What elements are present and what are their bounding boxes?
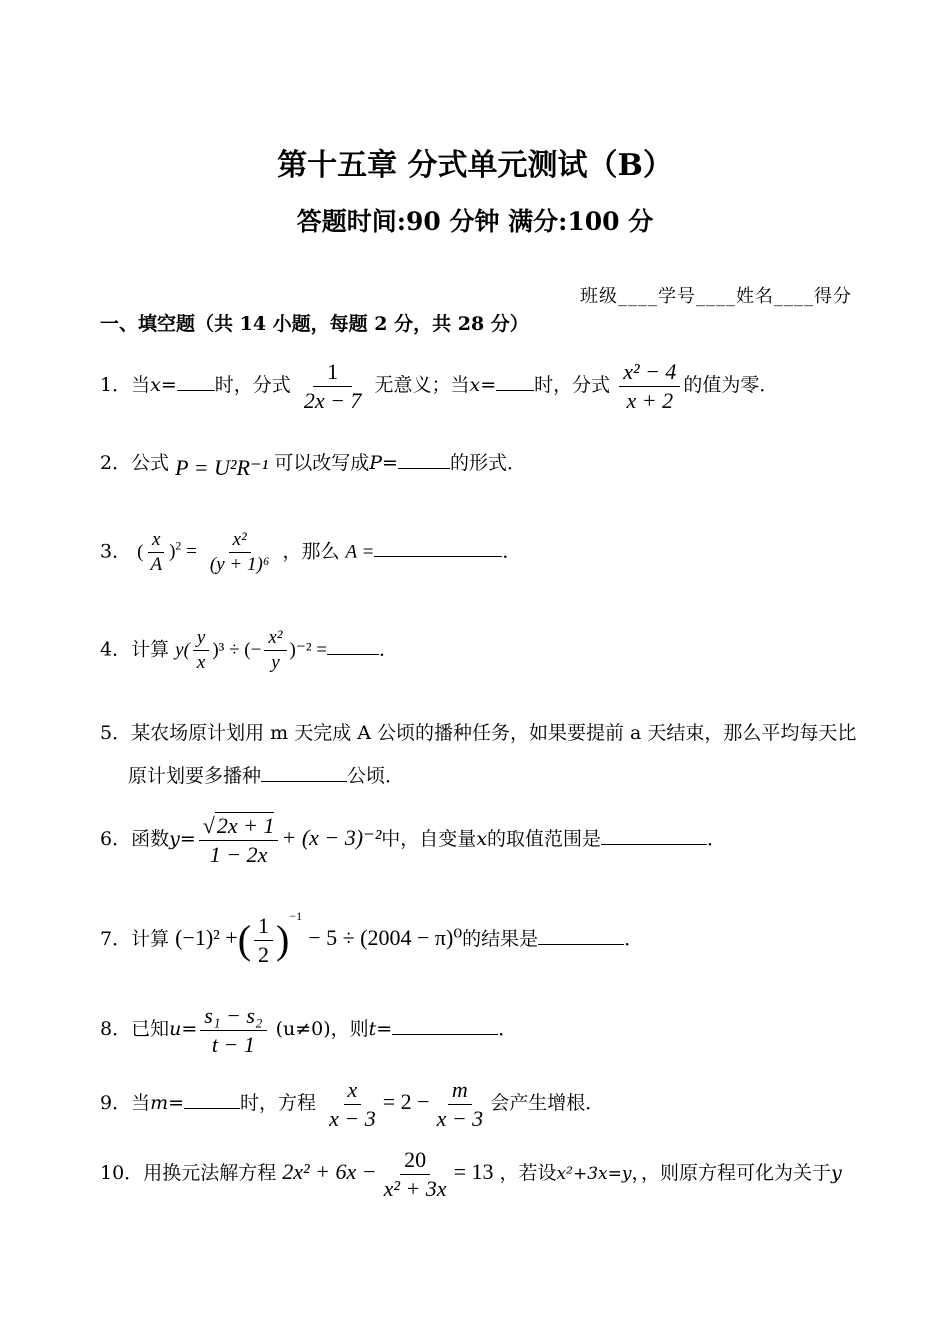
- fraction: $\frac{1}{2}$: [254, 912, 273, 968]
- fraction: $\frac{\text{x²}}{\text{(y + 1)⁶}}$: [209, 529, 270, 575]
- question-1: 1．当x= 时，分式 $\frac{1}{2x - 7}$ 无意义；当x= 时，分式 $\frac{\text{x² − 4}}{x + 2}$ 的值为零．: [100, 359, 779, 413]
- question-5-line-2: 原计划要多播种 公顷．: [128, 765, 405, 787]
- answer-blank[interactable]: [261, 763, 347, 782]
- question-number: 7．: [100, 928, 132, 950]
- answer-blank[interactable]: [392, 1016, 498, 1035]
- question-number: 5．: [100, 722, 132, 744]
- fraction: $\frac{20}{\text{x² + 3x}}$: [383, 1147, 447, 1201]
- question-5: 5．某农场原计划用 m 天完成 A 公顷的播种任务，如果要提前 a 天结束，那么平均每天比: [100, 722, 857, 744]
- question-10: 10．用换元法解方程 2x² + 6x − $\frac{20}{\text{x² + 3x}}$ = 13 ，若设x²+3x=y，，则原方程可化为关于y: [100, 1147, 842, 1201]
- question-number: 1．: [100, 374, 132, 396]
- question-number: 6．: [100, 828, 132, 850]
- answer-blank[interactable]: [327, 636, 379, 655]
- answer-blank[interactable]: [496, 372, 534, 391]
- question-number: 4．: [100, 638, 132, 661]
- fraction: $\frac{x}{x - 3}$: [329, 1077, 376, 1131]
- answer-blank[interactable]: [177, 372, 215, 391]
- fraction: $\frac{\text{x² − 4}}{x + 2}$: [619, 358, 680, 414]
- question-number: 3．: [100, 540, 132, 563]
- answer-blank[interactable]: [538, 926, 624, 945]
- question-9: 9．当m= 时，方程 $\frac{x}{x - 3}$ = 2 − $\frac{m}{x - 3}$ 会产生增根．: [100, 1077, 605, 1131]
- question-number: 2．: [100, 452, 132, 474]
- answer-blank[interactable]: [184, 1090, 240, 1109]
- student-info-line: 班级____学号____姓名____得分: [580, 286, 852, 307]
- question-6: 6．函数y= $\frac{√2x + 1}{1 - 2x}$ + (x − 3)⁻²中，自变量x的取值范围是 ．: [100, 813, 727, 867]
- answer-blank[interactable]: [374, 544, 502, 557]
- question-8: 8．已知u= $\frac{\text{s₁ − s₂}}{t - 1}$ (u≠0)，则t= ．: [100, 1003, 518, 1057]
- fraction: $\frac{y}{x}$: [193, 626, 209, 675]
- answer-blank[interactable]: [601, 826, 707, 845]
- answer-blank[interactable]: [398, 450, 450, 469]
- section-heading: 一、填空题（共 14 小题，每题 2 分，共 28 分）: [100, 313, 529, 335]
- question-3: 3． ( $\frac{x}{A}$ )$^2$ = $\frac{\text{x²}}{\text{(y + 1)⁶}}$ ，那么 A = ．: [100, 529, 522, 575]
- fraction: $\frac{\text{x²}}{y}$: [264, 626, 286, 675]
- question-2: 2．公式 P = U²R⁻¹ 可以改写成P= 的形式．: [100, 452, 526, 480]
- formula: P = U²R⁻¹: [175, 455, 269, 480]
- question-7: 7．计算 (−1)² +( $\frac{1}{2}$ )$^{-1}$ − 5 ÷ (2004 − π)⁰的结果是 ．: [100, 908, 644, 967]
- fraction: $\frac{√2x + 1}{1 - 2x}$: [199, 812, 279, 868]
- page-subtitle: 答题时间:90 分钟 满分:100 分: [296, 207, 654, 236]
- page-title: 第十五章 分式单元测试（B）: [277, 148, 673, 183]
- fraction: $\frac{m}{x - 3}$: [436, 1077, 484, 1131]
- question-number: 9．: [100, 1092, 132, 1114]
- fraction: $\frac{1}{2x - 7}$: [303, 359, 362, 413]
- question-number: 10．: [100, 1162, 144, 1184]
- fraction: $\frac{x}{A}$: [146, 528, 166, 577]
- fraction: $\frac{\text{s₁ − s₂}}{t - 1}$: [200, 1002, 266, 1058]
- question-number: 8．: [100, 1018, 132, 1040]
- question-4: 4．计算 y( $\frac{y}{x}$ )³ ÷ (− $\frac{\text{x²}}{y}$ )⁻² = ．: [100, 627, 399, 673]
